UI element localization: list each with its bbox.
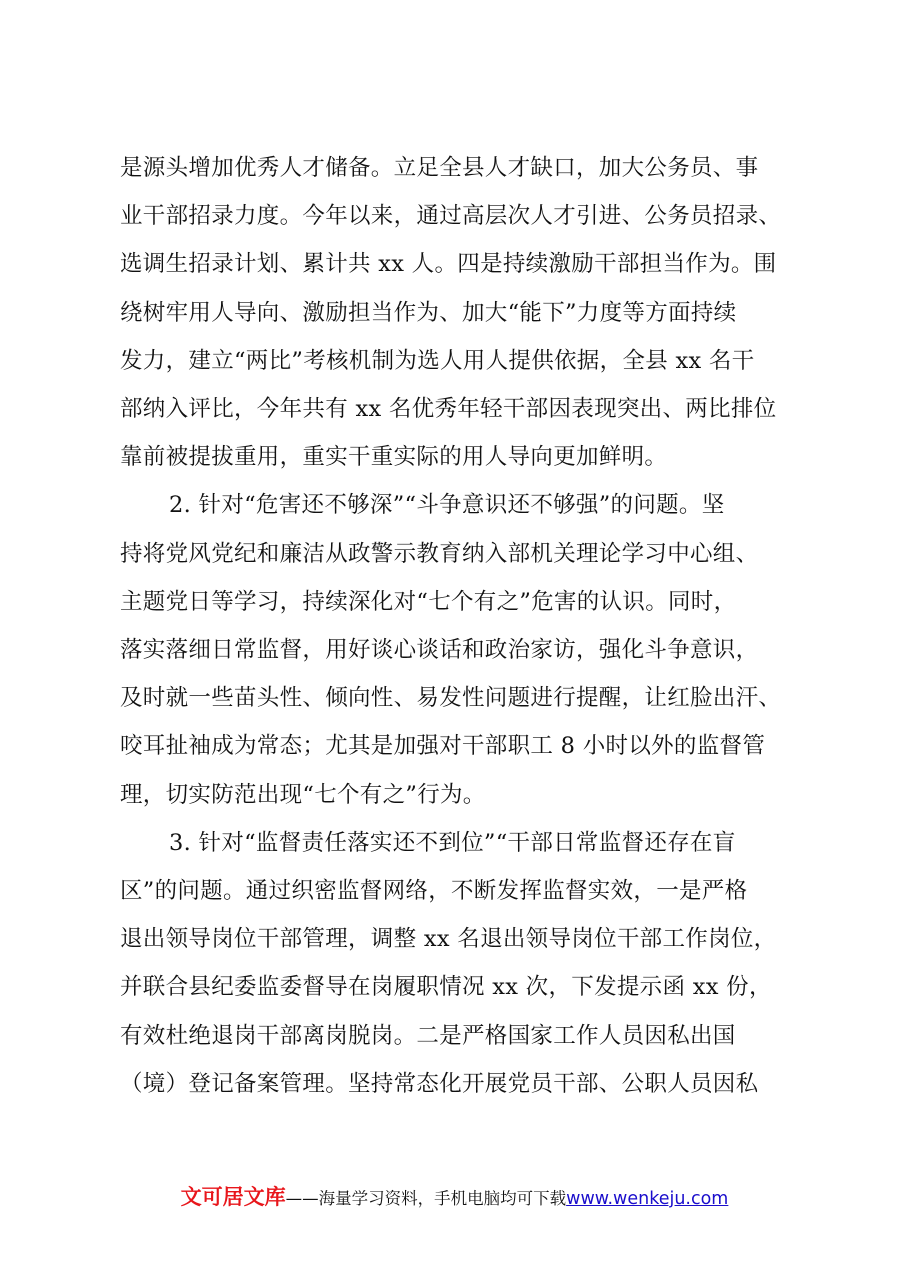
- text-line: 落实落细日常监督，用好谈心谈话和政治家访，强化斗争意识，: [120, 637, 759, 664]
- text-line: 退出领导岗位干部管理，调整 xx 名退出领导岗位干部工作岗位，: [120, 926, 777, 953]
- text-line: 及时就一些苗头性、倾向性、易发性问题进行提醒，让红脸出汗、: [120, 685, 782, 712]
- text-line: 3. 针对“监督责任落实还不到位”“干部日常监督还存在盲: [169, 829, 736, 856]
- text-line: （境）登记备案管理。坚持常态化开展党员干部、公职人员因私: [120, 1070, 759, 1097]
- text-line: 发力，建立“两比”考核机制为选人用人提供依据，全县 xx 名干: [120, 347, 755, 374]
- text-line: 并联合县纪委监委督导在岗履职情况 xx 次，下发提示函 xx 份，: [120, 974, 772, 1001]
- text-line: 有效杜绝退岗干部离岗脱岗。二是严格国家工作人员因私出国: [120, 1022, 736, 1049]
- text-line: 2. 针对“危害还不够深”“斗争意识还不够强”的问题。坚: [169, 492, 725, 519]
- paragraph-continuation: [120, 144, 800, 481]
- paragraph-item-3: [120, 819, 800, 1108]
- text-line: 靠前被提拔重用，重实干重实际的用人导向更加鲜明。: [120, 444, 668, 471]
- text-line: 主题党日等学习，持续深化对“七个有之”危害的认识。同时，: [120, 588, 737, 615]
- text-line: 绕树牢用人导向、激励担当作为、加大“能下”力度等方面持续: [120, 299, 737, 326]
- paragraph-item-2: [120, 481, 800, 818]
- text-line: 区”的问题。通过织密监督网络，不断发挥监督实效，一是严格: [120, 878, 748, 905]
- text-line: 持将党风党纪和廉洁从政警示教育纳入部机关理论学习中心组、: [120, 540, 759, 567]
- text-line: 咬耳扯袖成为常态；尤其是加强对干部职工 8 小时以外的监督管: [120, 733, 766, 760]
- document-body: [120, 144, 800, 1108]
- brand-name: 文可居文库: [180, 1185, 286, 1209]
- text-line: 理，切实防范出现“七个有之”行为。: [120, 781, 486, 808]
- text-line: 部纳入评比，今年共有 xx 名优秀年轻干部因表现突出、两比排位: [120, 396, 777, 423]
- text-line: 业干部招录力度。今年以来，通过高层次人才引进、公务员招录、: [120, 203, 782, 230]
- footer-banner: [0, 1181, 909, 1211]
- text-line: 选调生招录计划、累计共 xx 人。四是持续激励干部担当作为。围: [120, 251, 777, 278]
- text-line: 是源头增加优秀人才储备。立足全县人才缺口，加大公务员、事: [120, 155, 759, 181]
- website-link[interactable]: www.wenkeju.com: [566, 1189, 729, 1209]
- footer-tagline: ——海量学习资料，手机电脑均可下载: [285, 1189, 567, 1208]
